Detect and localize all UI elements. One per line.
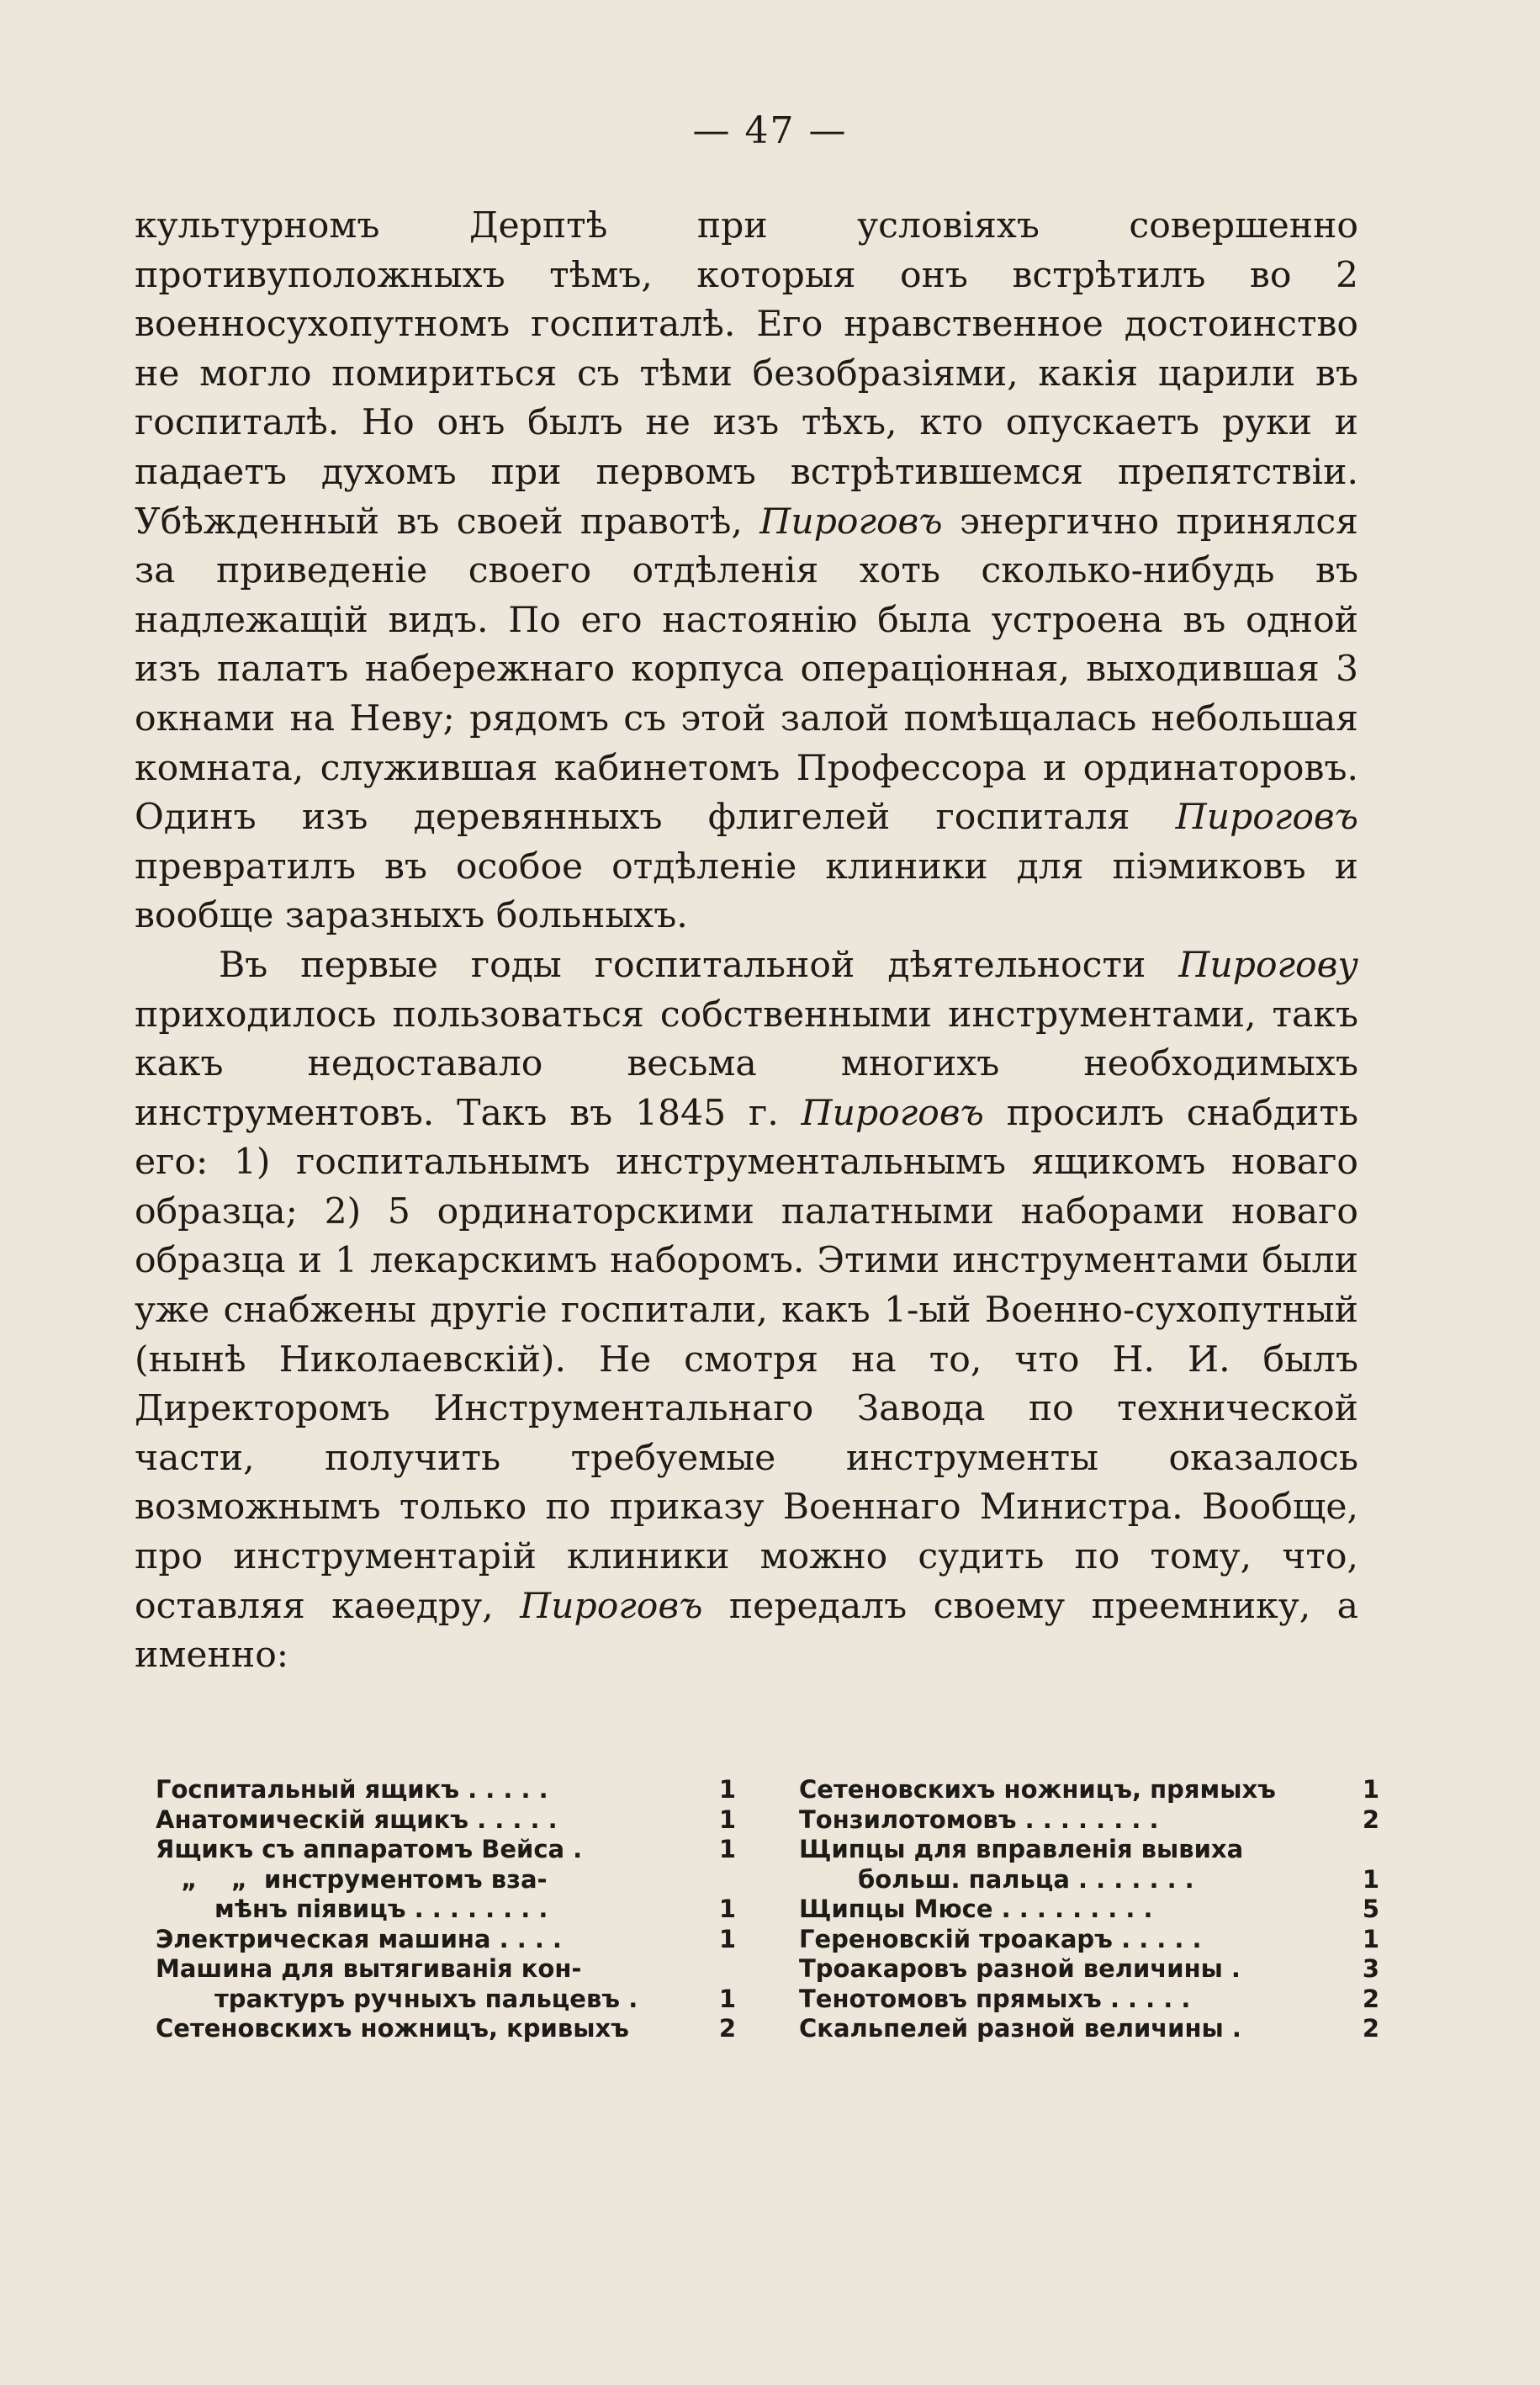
inventory-column-right xyxy=(799,1775,1379,2044)
item-count: 1 xyxy=(718,1924,736,1953)
item-count: 2 xyxy=(1362,1805,1379,1834)
text-run: Въ первые годы госпитальной дѣятельности xyxy=(219,944,1179,986)
inventory-row-continued xyxy=(799,1865,1379,1895)
page-number: — 47 — xyxy=(692,109,848,152)
item-name: Гереновскій троакаръ . . . . . xyxy=(799,1924,1202,1953)
surname-pirogov: Пироговъ xyxy=(759,501,943,543)
text-run: энергично принялся за приведеніе своего отдѣленія хоть сколько-нибудь въ надлежащій видъ. По его настоянію была устроена въ одной изъ палатъ набережнаго корпуса операціонная, выходившая 3 окнами на Неву; рядомъ съ этой залой помѣщалась небольшая комната, служившая кабинетомъ Профессора и ординаторовъ. Одинъ изъ деревянныхъ флигелей госпиталя xyxy=(135,501,1358,839)
text-run: приходилось пользоваться собственными инструментами, такъ какъ недоставало весьма многихъ необходимыхъ инструментовъ. Такъ въ 1845 г. xyxy=(135,994,1358,1134)
item-name: трактуръ ручныхъ пальцевъ . xyxy=(214,1984,638,2013)
paragraph-1 xyxy=(135,202,1358,941)
item-name: Тенотомовъ прямыхъ . . . . . xyxy=(799,1984,1191,2013)
surname-pirogov: Пироговъ xyxy=(801,1092,984,1134)
inventory-row xyxy=(156,1805,736,1836)
item-count: 1 xyxy=(718,1895,736,1923)
inventory-row xyxy=(156,1835,736,1865)
inventory-row xyxy=(156,1865,736,1895)
item-count: 3 xyxy=(1362,1954,1379,1983)
item-count: 2 xyxy=(1362,2014,1379,2043)
item-name: Сетеновскихъ ножницъ, прямыхъ xyxy=(799,1775,1276,1804)
item-name: Госпитальный ящикъ . . . . . xyxy=(156,1775,548,1804)
item-name: больш. пальца . . . . . . . xyxy=(858,1864,1194,1894)
item-count: 1 xyxy=(1362,1775,1379,1804)
inventory-column-left xyxy=(156,1775,736,2044)
body-text xyxy=(135,202,1358,1681)
item-name: Машина для вытягиванія кон- xyxy=(156,1954,582,1983)
item-name: Тонзилотомовъ . . . . . . . . xyxy=(799,1805,1159,1834)
item-count: 1 xyxy=(1362,1864,1379,1894)
item-name: Троакаровъ разной величины . xyxy=(799,1954,1241,1983)
item-name: „ „ инструментомъ вза- xyxy=(156,1864,548,1894)
text-run: превратилъ въ особое отдѣленіе клиники для піэмиковъ и вообще заразныхъ больныхъ. xyxy=(135,845,1358,937)
surname-pirogov: Пироговъ xyxy=(520,1585,703,1627)
text-run: культурномъ Дерптѣ при условіяхъ совершенно противуположныхъ тѣмъ, которыя онъ встрѣтилъ во 2 военносухопутномъ госпиталѣ. Его нравственное достоинство не могло помириться съ тѣми безобразіями, какія царили въ госпиталѣ. Но онъ былъ не изъ тѣхъ, кто опускаетъ руки и падаетъ духомъ при первомъ встрѣтившемся препятствіи. Убѣжденный въ своей правотѣ, xyxy=(135,205,1358,543)
inventory-row xyxy=(799,1895,1379,1925)
inventory-row-continued xyxy=(156,1895,736,1925)
item-count: 1 xyxy=(718,1805,736,1834)
inventory-row xyxy=(799,1925,1379,1955)
inventory-row-continued xyxy=(156,1985,736,2015)
text-run: передалъ своему преемнику, а именно: xyxy=(135,1585,1358,1677)
item-count: 2 xyxy=(718,2014,736,2043)
item-name: Щипцы для вправленія вывиха xyxy=(799,1835,1244,1863)
paragraph-2 xyxy=(135,941,1358,1681)
item-count: 1 xyxy=(718,1984,736,2013)
item-count: 1 xyxy=(718,1835,736,1863)
text-run: просилъ снабдить его: 1) госпитальнымъ инструментальнымъ ящикомъ новаго образца; 2) 5 ординаторскими палатными наборами новаго образца и 1 лекарскимъ наборомъ. Этими инструментами были уже снабжены другіе госпитали, какъ 1-ый Военно-сухопутный (нынѣ Николаевскій). Не смотря на то, что Н. И. былъ Директоромъ Инструментальнаго Завода по технической части, получить требуемые инструменты оказалось возможнымъ только по приказу Военнаго Министра. Вообще, про инструментарій клиники можно судить по тому, что, оставляя каѳедру, xyxy=(135,1092,1358,1627)
inventory-row xyxy=(156,1954,736,1985)
surname-pirogov: Пирогову xyxy=(1178,944,1358,986)
item-count: 5 xyxy=(1362,1895,1379,1923)
item-name: Щипцы Мюсе . . . . . . . . . xyxy=(799,1895,1153,1923)
item-name: Электрическая машина . . . . xyxy=(156,1924,562,1953)
instrument-inventory xyxy=(156,1775,1379,2044)
item-count: 1 xyxy=(1362,1924,1379,1953)
inventory-row xyxy=(156,1775,736,1805)
inventory-row xyxy=(156,2014,736,2044)
item-name: мѣнъ піявицъ . . . . . . . . xyxy=(214,1895,548,1923)
inventory-row xyxy=(156,1925,736,1955)
inventory-row xyxy=(799,1954,1379,1985)
item-count: 1 xyxy=(718,1775,736,1804)
inventory-row xyxy=(799,1985,1379,2015)
inventory-row xyxy=(799,1805,1379,1836)
item-name: Сетеновскихъ ножницъ, кривыхъ xyxy=(156,2014,629,2043)
item-name: Ящикъ съ аппаратомъ Вейса . xyxy=(156,1835,583,1863)
inventory-row xyxy=(799,2014,1379,2044)
item-count: 2 xyxy=(1362,1984,1379,2013)
item-name: Скальпелей разной величины . xyxy=(799,2014,1241,2043)
inventory-row xyxy=(799,1835,1379,1865)
inventory-row xyxy=(799,1775,1379,1805)
item-name: Анатомическій ящикъ . . . . . xyxy=(156,1805,558,1834)
surname-pirogov: Пироговъ xyxy=(1175,797,1358,839)
